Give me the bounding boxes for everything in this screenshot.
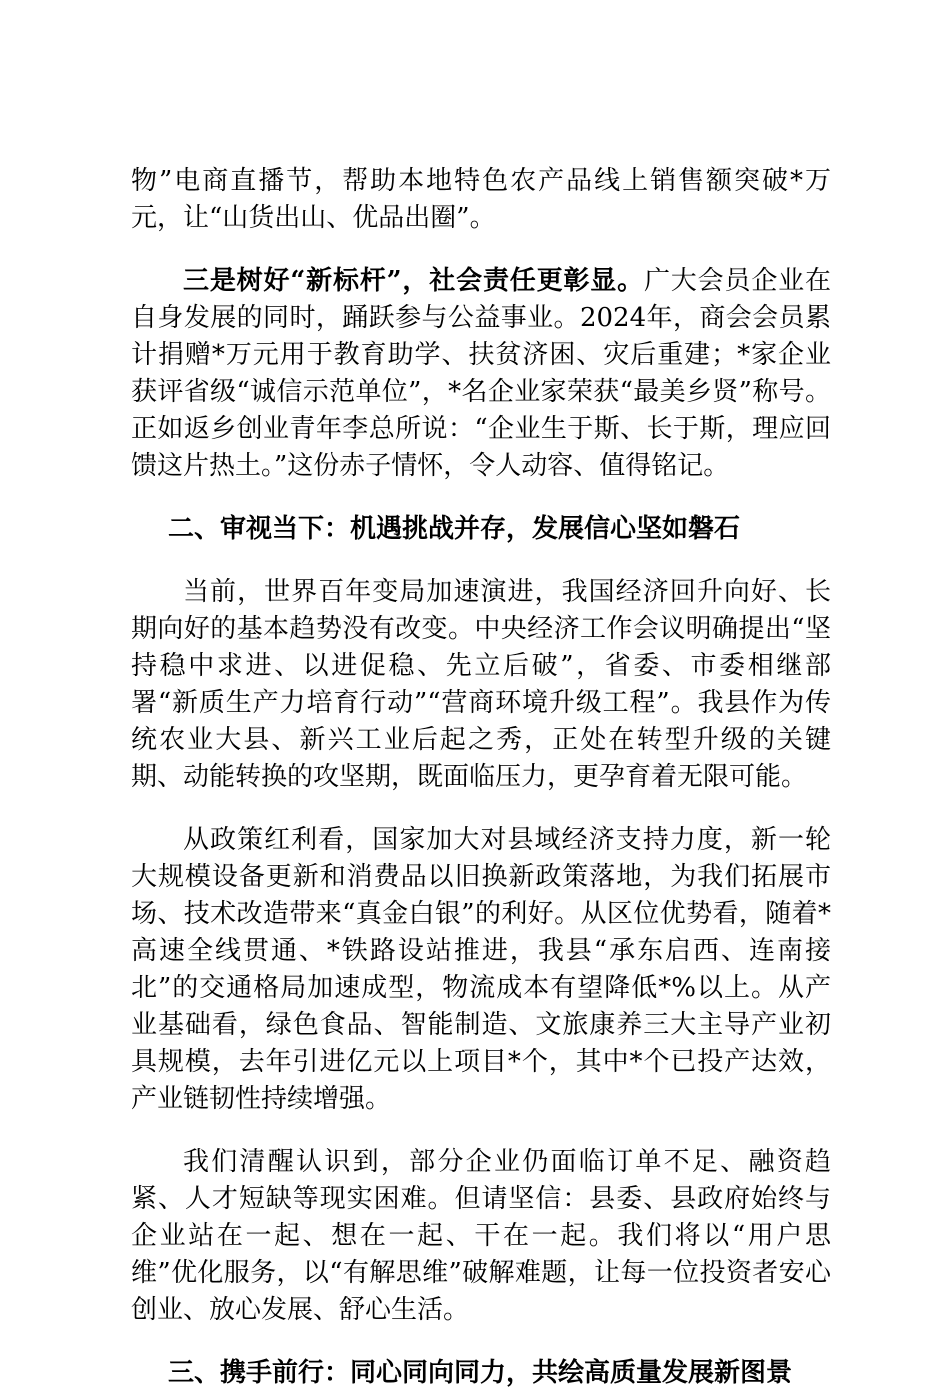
paragraph-lead-bold: 三是树好“新标杆”，社会责任更彰显。	[183, 266, 644, 296]
paragraph-social-responsibility	[131, 263, 831, 485]
section-heading-two: 二、审视当下：机遇挑战并存，发展信心坚如磐石	[168, 514, 741, 544]
section-heading-three: 三、携手前行：同心同向同力，共绘高质量发展新图景	[168, 1358, 793, 1388]
paragraph-continued: 物”电商直播节，帮助本地特色农产品线上销售额突破*万元，让“山货出山、优品出圈”。	[131, 166, 831, 233]
paragraph-current-situation: 当前，世界百年变局加速演进，我国经济回升向好、长期向好的基本趋势没有改变。中央经济工作会议明确提出“坚持稳中求进、以进促稳、先立后破”，省委、市委相继部署“新质生产力培育行动”“营商环境升级工程”。我县作为传统农业大县、新兴工业后起之秀，正处在转型升级的关键期、动能转换的攻坚期，既面临压力，更孕育着无限可能。	[131, 577, 831, 792]
paragraph-body: 广大会员企业在自身发展的同时，踊跃参与公益事业。2024年，商会会员累计捐赠*万元用于教育助学、扶贫济困、灾后重建；*家企业获评省级“诚信示范单位”，*名企业家荣获“最美乡贤”称号。正如返乡创业青年李总所说：“企业生于斯、长于斯，理应回馈这片热土。”这份赤子情怀，令人动容、值得铭记。	[131, 266, 831, 481]
paragraph-challenges: 我们清醒认识到，部分企业仍面临订单不足、融资趋紧、人才短缺等现实困难。但请坚信：县委、县政府始终与企业站在一起、想在一起、干在一起。我们将以“用户思维”优化服务，以“有解思维”破解难题，让每一位投资者安心创业、放心发展、舒心生活。	[131, 1147, 831, 1325]
paragraph-policy-advantages: 从政策红利看，国家加大对县域经济支持力度，新一轮大规模设备更新和消费品以旧换新政策落地，为我们拓展市场、技术改造带来“真金白银”的利好。从区位优势看，随着*高速全线贯通、*铁路设站推进，我县“承东启西、连南接北”的交通格局加速成型，物流成本有望降低*%以上。从产业基础看，绿色食品、智能制造、文旅康养三大主导产业初具规模，去年引进亿元以上项目*个，其中*个已投产达效，产业链韧性持续增强。	[131, 825, 831, 1114]
